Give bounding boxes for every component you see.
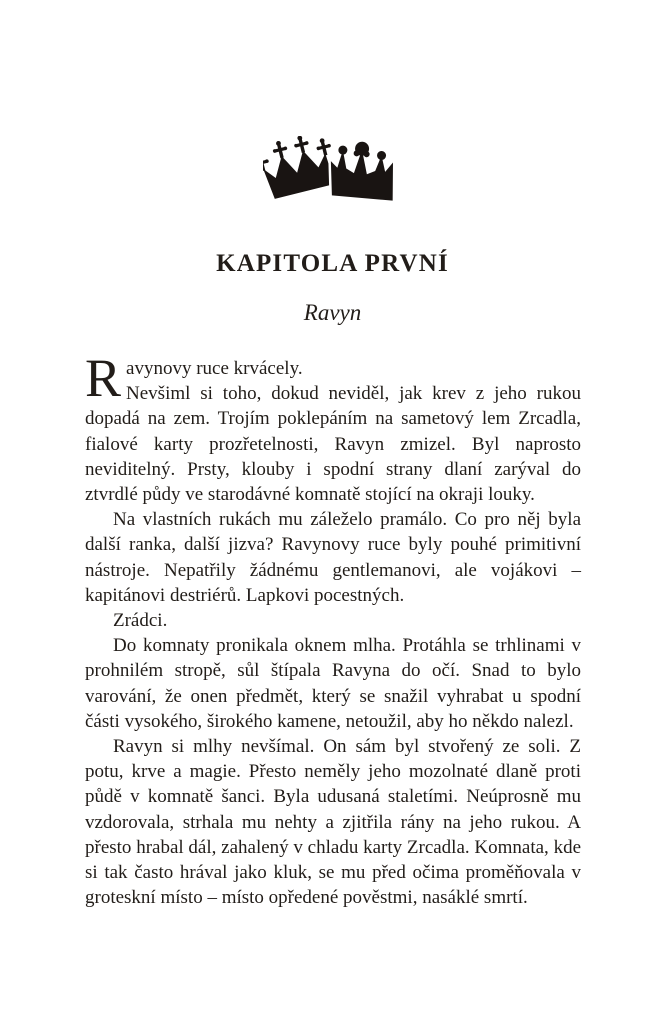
two-crowns-icon <box>263 136 403 216</box>
body-text <box>85 348 581 910</box>
paragraph: Na vlastních rukách mu záleželo pramálo. Co pro něj byla další ranka, další jizva? Ravynovy ruce byly pouhé primitivní nástroje. Nepatřily žádnému gentlemanovi, ale vojákovi – kapitánovi destriérů. Lapkovi pocestných. <box>85 509 581 606</box>
paragraph: Zrádci. <box>113 610 168 632</box>
chapter-title: KAPITOLA PRVNÍ <box>216 250 449 277</box>
paragraph: Ravyn si mlhy nevšímal. On sám byl stvořený ze soli. Z potu, krve a magie. Přesto neměly jeho mozolnaté dlaně proti půdě v komnatě šanci. Byla udusaná staletími. Neúprosně mu vzdorovala, strhala mu nehty a zjitřila rány na jeho rukou. A přesto hrabal dál, zahalený v chladu karty Zrcadla. Komnata, kde si tak často hrával jako kluk, se mu před očima proměňovala v groteskní místo – místo opředené pověstmi, nasáklé smrtí. <box>85 736 581 909</box>
drop-cap: R <box>85 348 122 408</box>
chapter-ornament <box>0 136 665 216</box>
chapter-subtitle: Ravyn <box>303 300 362 325</box>
opening-paragraph <box>85 348 581 507</box>
opening-line: avynovy ruce krvácely. <box>126 358 303 379</box>
opening-continuation: Nevšiml si toho, dokud neviděl, jak krev z jeho rukou dopadá na zem. Trojím poklepáním na sametový lem Zrcadla, fialové karty prozřetelnosti, Ravyn zmizel. Byl naprosto neviditelný. Prsty, klouby i spodní strany dlaní zarýval do ztvrdlé půdy ve starodávné komnatě stojící na okraji louky. <box>85 383 581 506</box>
paragraph: Do komnaty pronikala oknem mlha. Protáhla se trhlinami v prohnilém stropě, sůl štípala Ravyna do očí. Snad to bylo varování, že onen předmět, který se snažil vyhrabat u spodní části vysokého, širokého kamene, netoužil, aby ho někdo nalezl. <box>85 635 581 732</box>
